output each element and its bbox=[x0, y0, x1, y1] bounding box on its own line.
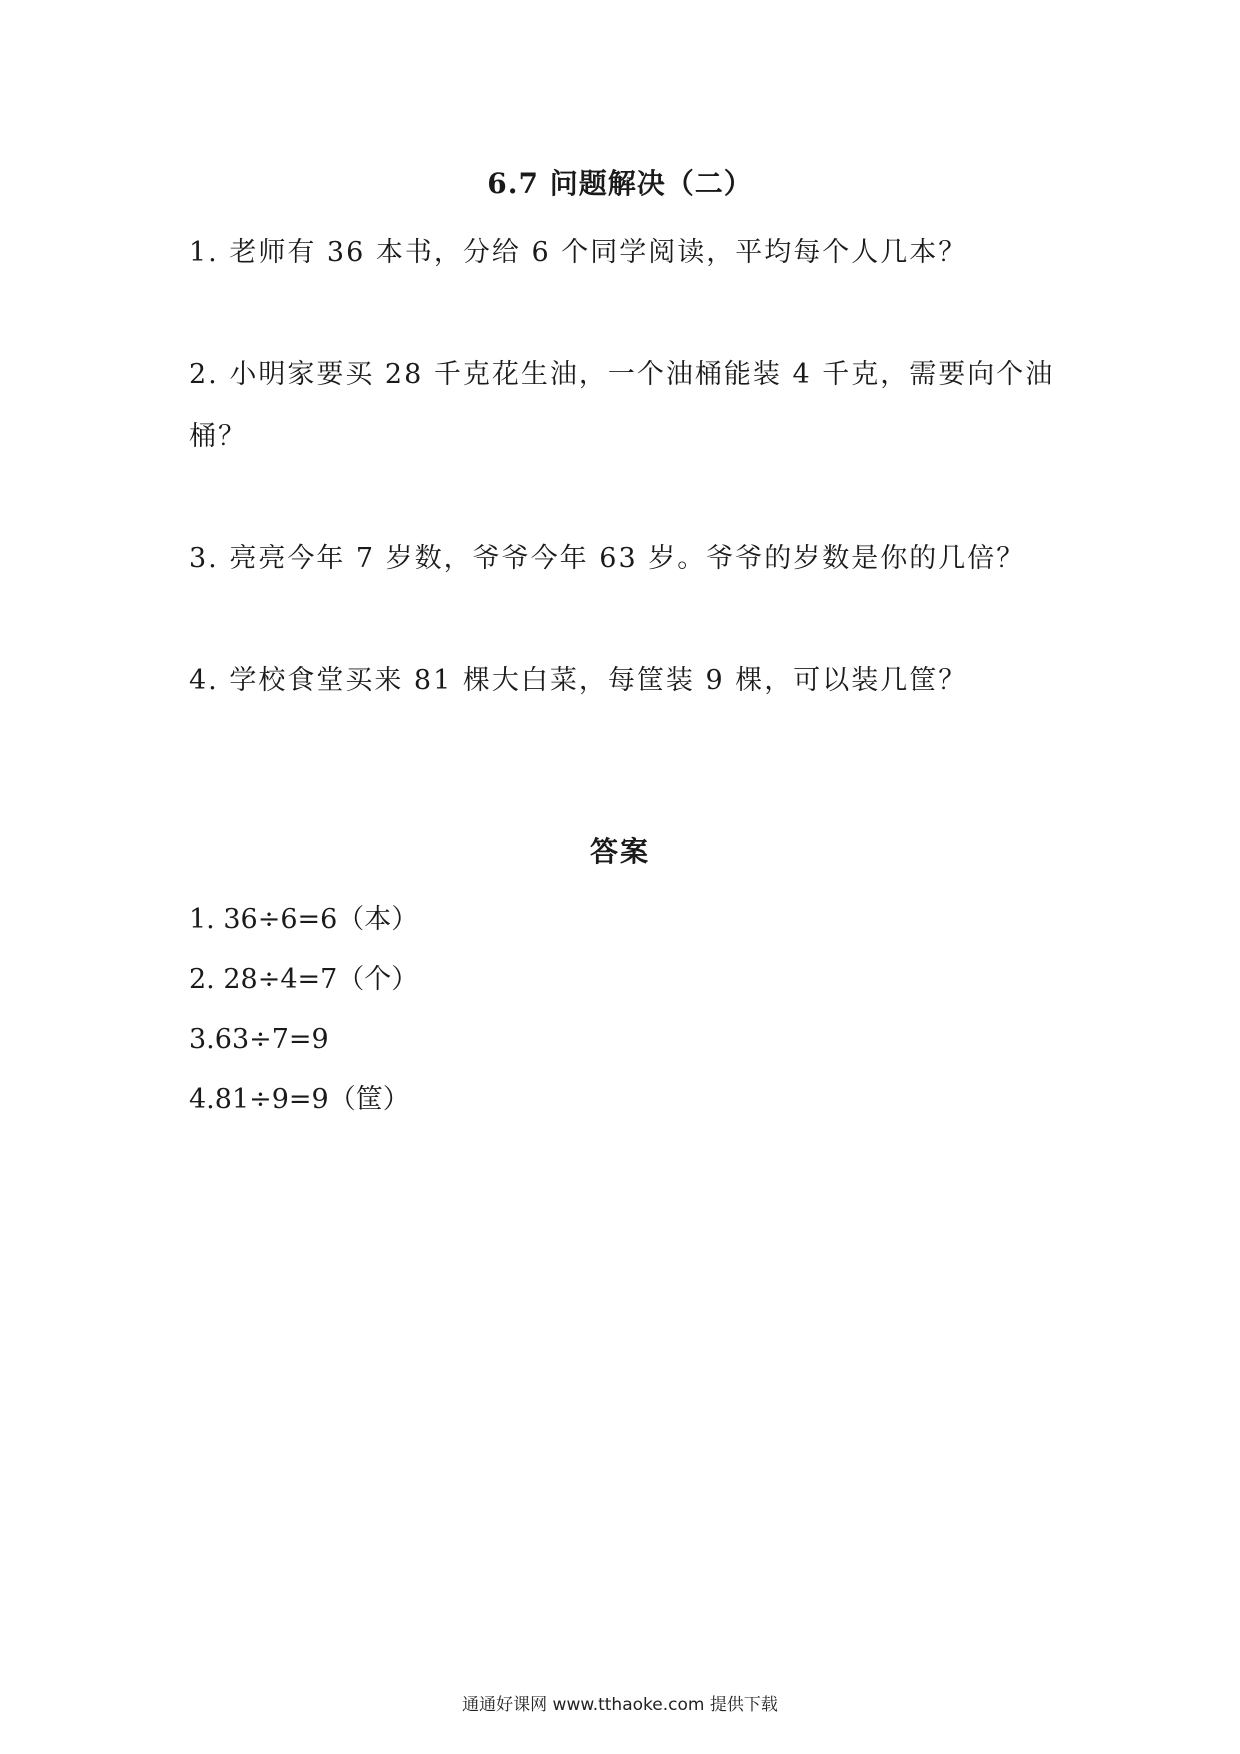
question-2: 2. 小明家要买 28 千克花生油，一个油桶能装 4 千克，需要向个油桶？ bbox=[189, 359, 1055, 452]
footer-credit: 通通好课网 www.tthaoke.com 提供下载 bbox=[462, 1695, 778, 1715]
answer-1: 1. 36÷6=6（本） bbox=[189, 904, 419, 935]
answer-2: 2. 28÷4=7（个） bbox=[189, 964, 419, 995]
answer-list bbox=[189, 890, 789, 1130]
question-3: 3. 亮亮今年 7 岁数，爷爷今年 63 岁。爷爷的岁数是你的几倍？ bbox=[189, 543, 1026, 574]
question-list bbox=[189, 222, 1069, 772]
answer-3: 3.63÷7=9 bbox=[189, 1024, 329, 1055]
answer-4: 4.81÷9=9（筐） bbox=[189, 1084, 410, 1115]
page-title: 6.7 问题解决（二） bbox=[487, 167, 753, 200]
question-4: 4. 学校食堂买来 81 棵大白菜，每筐装 9 棵，可以装几筐？ bbox=[189, 665, 968, 696]
question-1: 1. 老师有 36 本书，分给 6 个同学阅读，平均每个人几本？ bbox=[189, 237, 968, 268]
answers-heading: 答案 bbox=[589, 835, 650, 868]
